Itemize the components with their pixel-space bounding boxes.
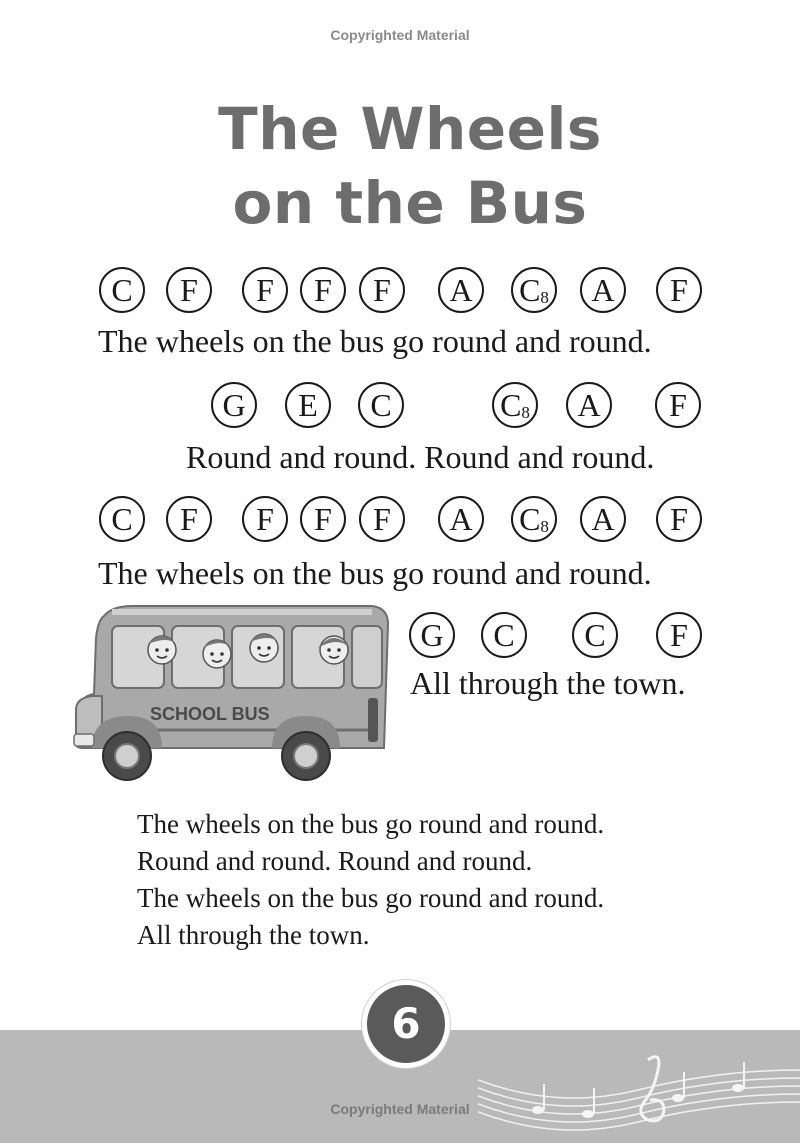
copyright-header: Copyrighted Material — [330, 27, 470, 43]
note-circle: F — [166, 267, 212, 313]
note-circle: F — [300, 267, 346, 313]
lyric-line-3: The wheels on the bus go round and round. — [98, 555, 652, 591]
note-circle: F — [656, 267, 702, 313]
note-circle: C — [99, 496, 145, 542]
page-title — [0, 92, 800, 240]
title-line-2: on the Bus — [232, 169, 588, 237]
bus-label: SCHOOL BUS — [150, 704, 270, 724]
page-number-badge: 6 — [362, 980, 450, 1068]
lyric-line-4: All through the town. — [410, 665, 686, 701]
note-circle: F — [166, 496, 212, 542]
note-circle: $C_8$ — [511, 267, 557, 313]
music-notes-decoration — [478, 1040, 800, 1143]
note-circle: F — [656, 496, 702, 542]
note-circle: $C_8$ — [511, 496, 557, 542]
note-circle: G — [211, 382, 257, 428]
note-circle: C — [99, 267, 145, 313]
note-circle: F — [655, 382, 701, 428]
verse-block — [137, 806, 604, 954]
verse-line-1: The wheels on the bus go round and round. — [137, 809, 605, 839]
verse-line-4: All through the town. — [137, 920, 370, 950]
note-circle: E — [285, 382, 331, 428]
note-circle: F — [359, 267, 405, 313]
note-circle: F — [359, 496, 405, 542]
note-circle: C — [358, 382, 404, 428]
copyright-footer: Copyrighted Material — [330, 1101, 470, 1117]
verse-line-3: The wheels on the bus go round and round. — [137, 883, 605, 913]
note-circle: A — [580, 267, 626, 313]
note-circle: A — [580, 496, 626, 542]
note-circle: F — [656, 612, 702, 658]
lyric-line-1: The wheels on the bus go round and round. — [98, 323, 652, 359]
title-line-1: The Wheels — [218, 95, 602, 163]
school-bus-illustration — [72, 598, 392, 783]
note-circle: F — [242, 267, 288, 313]
note-circle: G — [409, 612, 455, 658]
note-circle: A — [566, 382, 612, 428]
note-circle: A — [438, 267, 484, 313]
note-circle: F — [242, 496, 288, 542]
note-circle: $C_8$ — [492, 382, 538, 428]
note-circle: C — [481, 612, 527, 658]
verse-line-2: Round and round. Round and round. — [137, 846, 533, 876]
note-circle: A — [438, 496, 484, 542]
note-circle: F — [300, 496, 346, 542]
lyric-line-2: Round and round. Round and round. — [186, 439, 655, 475]
note-circle: C — [572, 612, 618, 658]
